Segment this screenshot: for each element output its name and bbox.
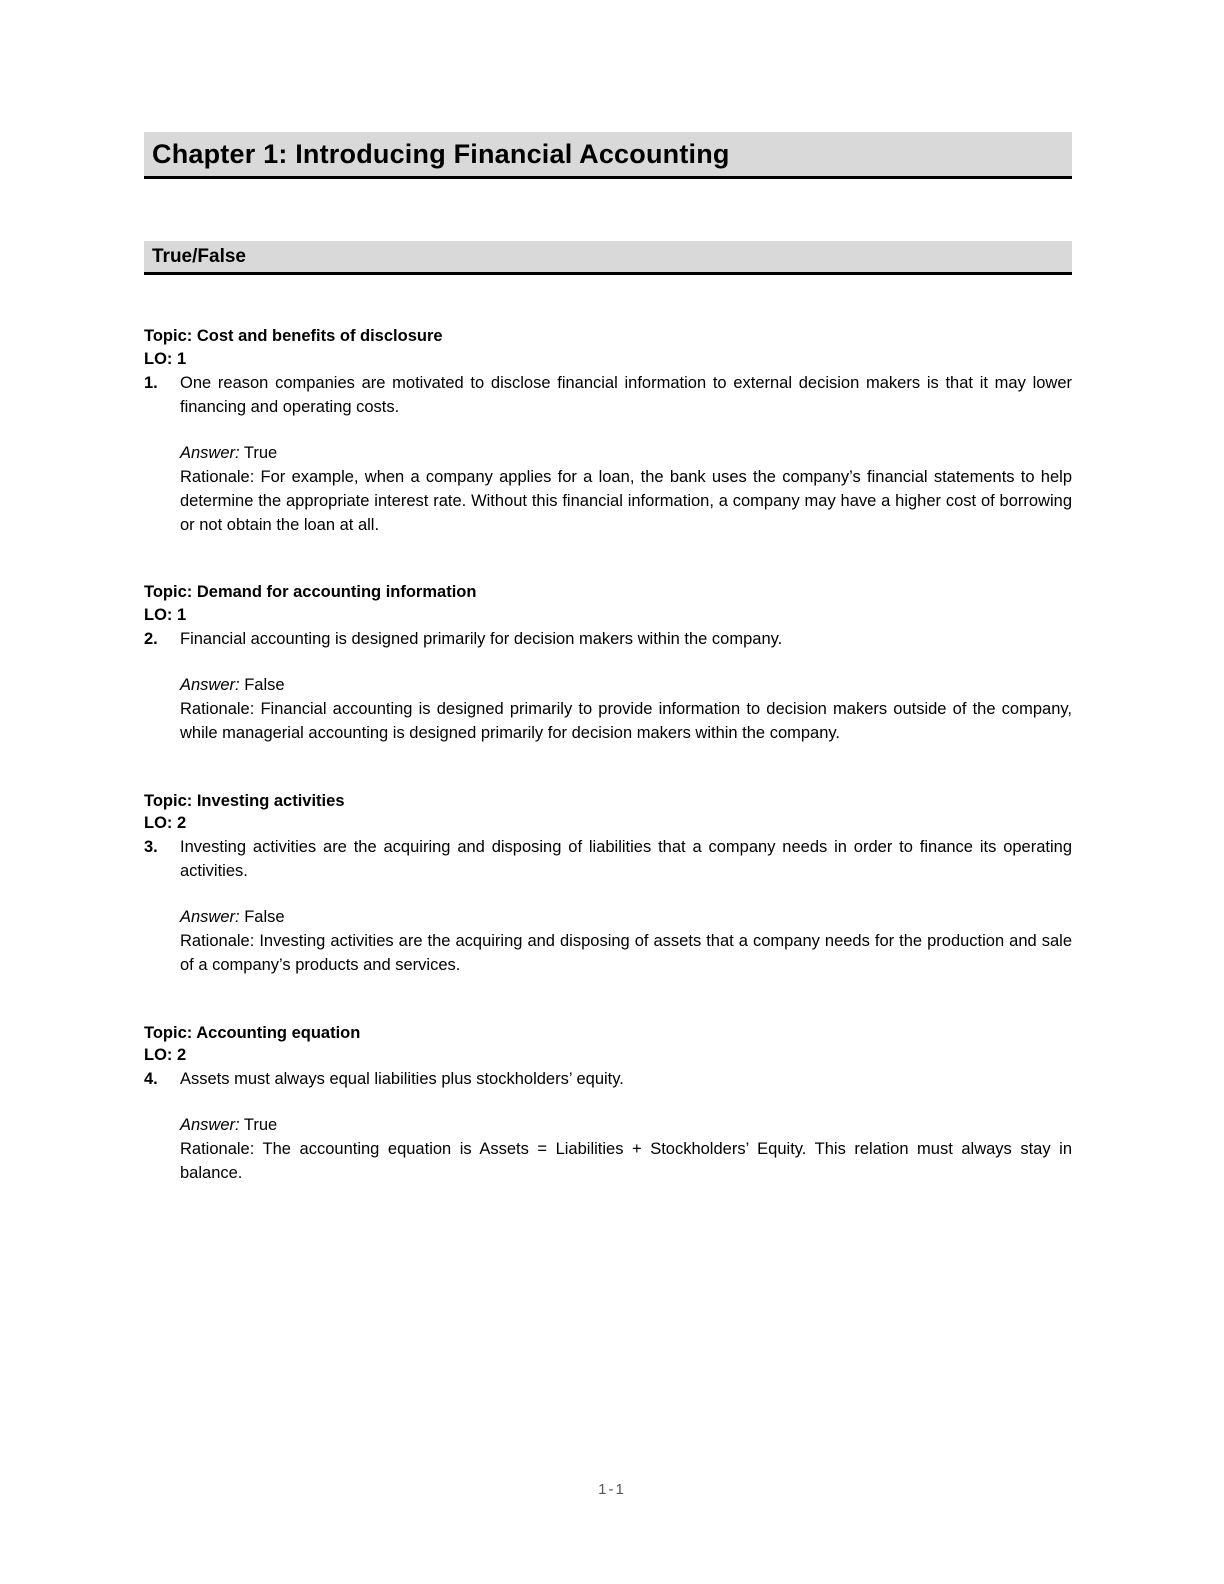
answer-label: Answer: [180, 675, 240, 694]
page-footer: 1-1 [598, 1481, 626, 1498]
learning-objective-label: LO: 2 [144, 1046, 187, 1065]
question-number: 1. [144, 373, 158, 392]
learning-objective-label: LO: 1 [144, 605, 187, 624]
rationale-text: Rationale: The accounting equation is Assets = Liabilities + Stockholders’ Equity. This relation must always stay in balance. [180, 1140, 1072, 1183]
answer-value: False [244, 675, 285, 694]
question-number: 2. [144, 629, 158, 648]
question-row [144, 1068, 1072, 1092]
question-text: Financial accounting is designed primarily for decision makers within the company. [180, 629, 783, 648]
answer-line [180, 906, 1072, 930]
question-block [144, 325, 1072, 537]
question-row [144, 836, 1072, 884]
answer-block [180, 1114, 1072, 1186]
answer-value: True [243, 443, 278, 462]
rationale-text: Rationale: Investing activities are the acquiring and disposing of assets that a company needs for the production and sale of a company’s products and services. [180, 931, 1072, 974]
learning-objective-label: LO: 1 [144, 349, 187, 368]
answer-label: Answer: [180, 1116, 240, 1135]
question-text: One reason companies are motivated to disclose financial information to external decision makers is that it may lower financing and operating costs. [180, 373, 1072, 416]
answer-label: Answer: [180, 443, 240, 462]
question-number: 3. [144, 838, 158, 857]
answer-line [180, 674, 1072, 698]
topic-label: Topic: Cost and benefits of disclosure [144, 327, 443, 346]
answer-line [180, 442, 1072, 466]
question-text: Investing activities are the acquiring and disposing of liabilities that a company needs in order to finance its operating activities. [180, 838, 1072, 881]
topic-label: Topic: Investing activities [144, 791, 345, 810]
topic-label: Topic: Demand for accounting information [144, 583, 477, 602]
section-title: True/False [152, 246, 246, 268]
question-number: 4. [144, 1070, 158, 1089]
learning-objective-label: LO: 2 [144, 813, 187, 832]
answer-value: True [243, 1116, 278, 1135]
answer-value: False [244, 908, 285, 927]
question-block [144, 581, 1072, 745]
answer-block [180, 442, 1072, 538]
answer-block [180, 674, 1072, 746]
answer-line [180, 1114, 1072, 1138]
chapter-banner [144, 132, 1072, 179]
rationale-text: Rationale: Financial accounting is designed primarily to provide information to decision makers outside of the company, while managerial accounting is designed primarily for decision makers within the company. [180, 699, 1072, 742]
answer-block [180, 906, 1072, 978]
question-row [144, 628, 1072, 652]
rationale-text: Rationale: For example, when a company applies for a loan, the bank uses the company’s financial statements to help determine the appropriate interest rate. Without this financial information, a company may have a higher cost of borrowing or not obtain the loan at all. [180, 467, 1072, 534]
section-banner [144, 241, 1072, 275]
question-row [144, 372, 1072, 420]
chapter-title: Chapter 1: Introducing Financial Accounting [152, 139, 730, 169]
topic-label: Topic: Accounting equation [144, 1023, 361, 1042]
question-block [144, 790, 1072, 978]
answer-label: Answer: [180, 908, 240, 927]
question-text: Assets must always equal liabilities plus stockholders’ equity. [180, 1070, 624, 1089]
question-block [144, 1022, 1072, 1186]
